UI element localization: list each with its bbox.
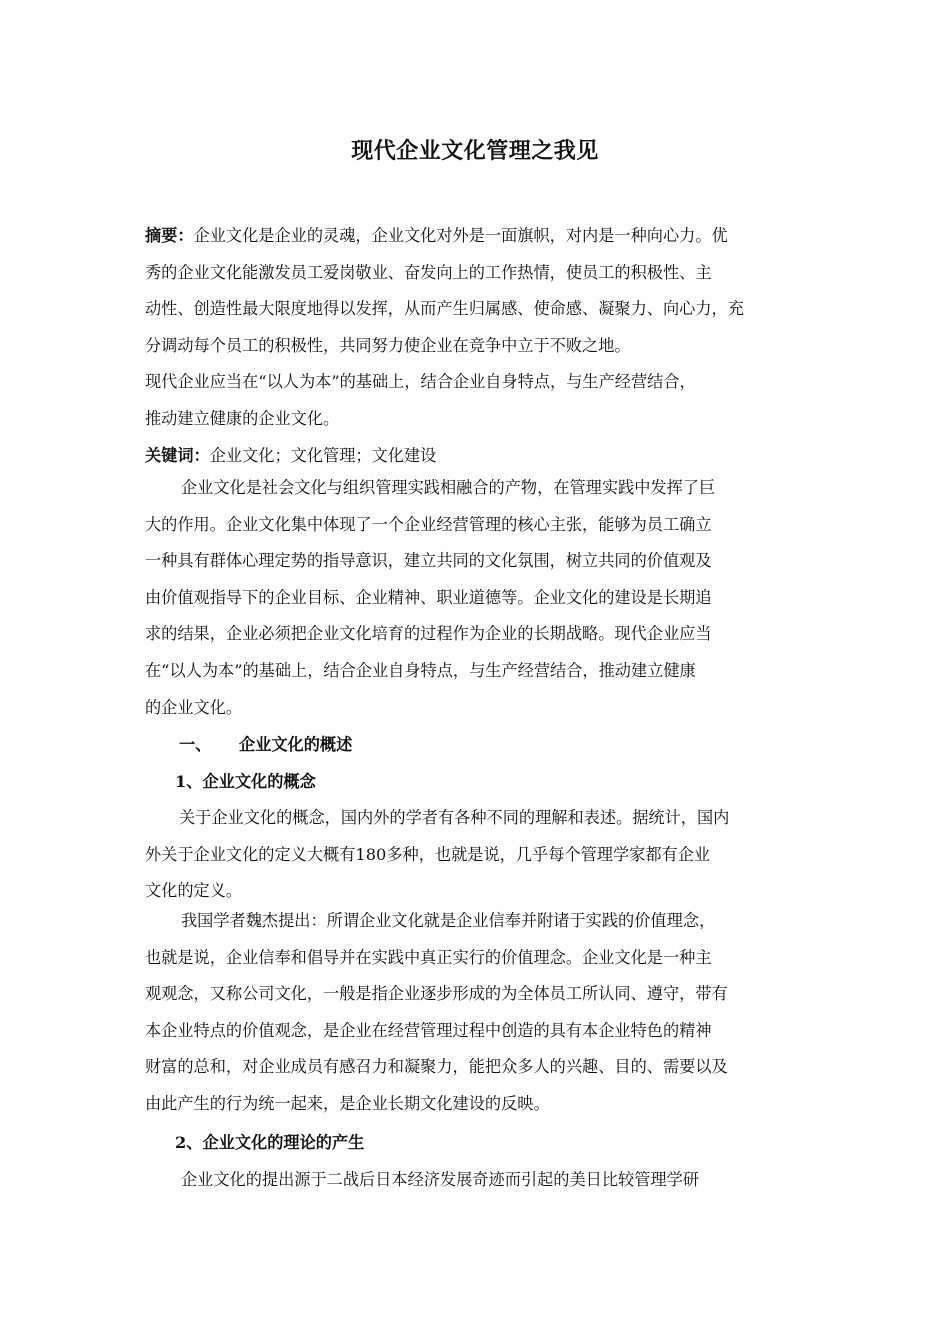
- abstract-line: 分调动每个员工的积极性，共同努力使企业在竞争中立于不败之地。: [145, 335, 631, 355]
- abstract-text: 企业文化是企业的灵魂，企业文化对外是一面旗帜，对内是一种向心力。优: [193, 226, 728, 245]
- abstract-line: 现代企业应当在“以人为本”的基础上，结合企业自身特点，与生产经营结合，: [145, 372, 696, 392]
- paragraph-line: 财富的总和，对企业成员有感召力和凝聚力，能把众多人的兴趣、目的、需要以及: [145, 1057, 728, 1077]
- paragraph-line: 大的作用。企业文化集中体现了一个企业经营管理的核心主张，能够为员工确立: [145, 514, 712, 534]
- keywords-label: 关键词：: [145, 445, 210, 465]
- abstract-line: 秀的企业文化能激发员工爱岗敬业、奋发向上的工作热情，使员工的积极性、主: [145, 262, 712, 282]
- keywords-line: [145, 438, 810, 475]
- paragraph-line: 求的结果，企业必须把企业文化培育的过程作为企业的长期战略。现代企业应当: [145, 624, 712, 644]
- keywords-text: 企业文化；文化管理；文化建设: [209, 445, 437, 465]
- abstract-section: [145, 218, 810, 474]
- abstract-line: 动性、创造性最大限度地得以发挥，从而产生归属感、使命感、凝聚力、向心力，充: [145, 299, 744, 319]
- paragraph-line: 观观念，又称公司文化，一般是指企业逐步形成的为全体员工所认同、遵守，带有: [145, 984, 728, 1004]
- section-one: [145, 727, 810, 910]
- section-heading: [145, 727, 810, 764]
- section-number: 一、: [179, 735, 212, 754]
- paragraph-line: 的企业文化。: [145, 697, 243, 717]
- abstract-label: 摘要：: [145, 226, 194, 245]
- paragraph-line: 一种具有群体心理定势的指导意识，建立共同的文化氛围，树立共同的价值观及: [145, 551, 712, 571]
- subsection-heading: 1、企业文化的概念: [175, 771, 316, 791]
- paragraph-line: 本企业特点的价值观念，是企业在经营管理过程中创造的具有本企业特色的精神: [145, 1020, 712, 1040]
- paragraph-line: 关于企业文化的概念，国内外的学者有各种不同的理解和表述。据统计，国内: [179, 808, 730, 828]
- section-title: 企业文化的概述: [239, 735, 353, 754]
- document-title: 现代企业文化管理之我见: [351, 138, 599, 164]
- abstract-line: [145, 218, 810, 255]
- paragraph-line: 也就是说，企业信奉和倡导并在实践中真正实行的价值理念。企业文化是一种主: [145, 947, 712, 967]
- paragraph-line: 由价值观指导下的企业目标、企业精神、职业道德等。企业文化的建设是长期追: [145, 587, 712, 607]
- paragraph-line: 文化的定义。: [145, 881, 243, 901]
- paragraph-line: 我国学者魏杰提出：所谓企业文化就是企业信奉并附诸于实践的价值理念，: [181, 911, 716, 930]
- abstract-line: 推动建立健康的企业文化。: [145, 408, 340, 428]
- subsection-one-paragraph-two: [145, 903, 810, 1123]
- subsection-heading: 2、企业文化的理论的产生: [175, 1133, 365, 1152]
- paragraph-line: 在“以人为本”的基础上，结合企业自身特点，与生产经营结合，推动建立健康: [145, 660, 696, 680]
- paragraph-line: 企业文化的提出源于二战后日本经济发展奇迹而引起的美日比较管理学研: [181, 1169, 699, 1189]
- paragraph-line: 外关于企业文化的定义大概有180多种，也就是说，几乎每个管理学家都有企业: [145, 844, 711, 864]
- intro-paragraph: [145, 470, 810, 726]
- paragraph-line: 企业文化是社会文化与组织管理实践相融合的产物，在管理实践中发挥了巨: [181, 478, 716, 497]
- paragraph-line: 由此产生的行为统一起来，是企业长期文化建设的反映。: [145, 1093, 550, 1113]
- subsection-two: [145, 1125, 810, 1198]
